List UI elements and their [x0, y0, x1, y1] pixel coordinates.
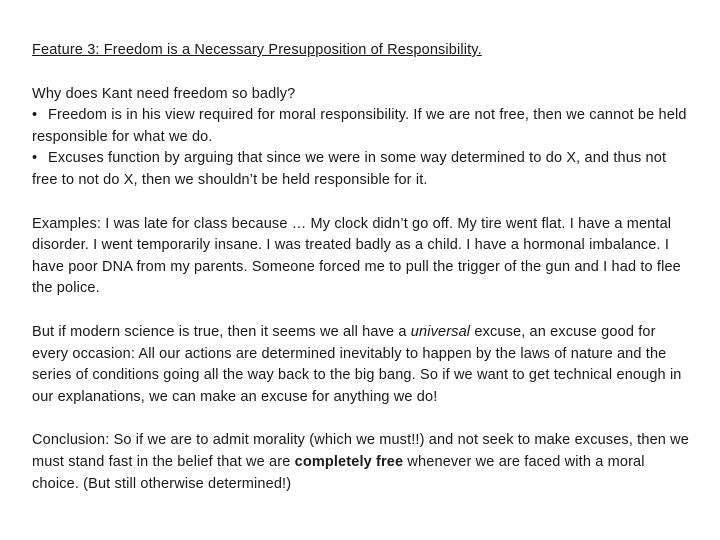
conclusion-text-before: Conclusion: So if we are to admit morality (which we must!!) and not seek to make excuses, then we must stand fast in the belief that we are — [32, 432, 690, 470]
science-text-before: But if modern science is true, then it seems we all have a — [32, 323, 411, 340]
bullet-item — [32, 105, 692, 148]
bullet-symbol: • — [32, 107, 38, 124]
conclusion-text-after: whenever we are faced with a moral choice. (But still otherwise determined!) — [32, 453, 645, 492]
slide-heading: Feature 3: Freedom is a Necessary Presupposition of Responsibility. — [32, 42, 482, 58]
bullet-item — [32, 148, 692, 191]
examples-paragraph: Examples: I was late for class because … My clock didn’t go off. My tire went flat. I have a mental disorder. I went temporarily insane. I was treated badly as a child. I have a hormonal imbalance. I have poor DNA from my parents. Someone forced me to pull the trigger of the gun and I had to flee the police. — [32, 215, 681, 297]
bullet-symbol: • — [32, 150, 38, 167]
why-question: Why does Kant need freedom so badly? — [32, 85, 296, 102]
bullet-text: Excuses function by arguing that since we were in some way determined to do X, and thus not free to not do X, then we shouldn’t be held responsible for it. — [32, 150, 667, 188]
conclusion-paragraph — [32, 430, 692, 495]
why-section — [32, 84, 692, 192]
science-text-after: excuse, an excuse good for every occasion: All our actions are determined inevitably to happen by the laws of nature and the series of conditions going all the way back to the big bang. So if we want to get technical enough in our explanations, we can make an excuse for anything we do! — [32, 323, 682, 405]
slide-content — [32, 40, 692, 517]
conclusion-bold: completely free — [294, 453, 404, 470]
science-emphasis: universal — [410, 323, 471, 340]
science-paragraph — [32, 322, 692, 408]
bullet-text: Freedom is in his view required for moral responsibility. If we are not free, then we cannot be held responsible for what we do. — [32, 107, 687, 145]
